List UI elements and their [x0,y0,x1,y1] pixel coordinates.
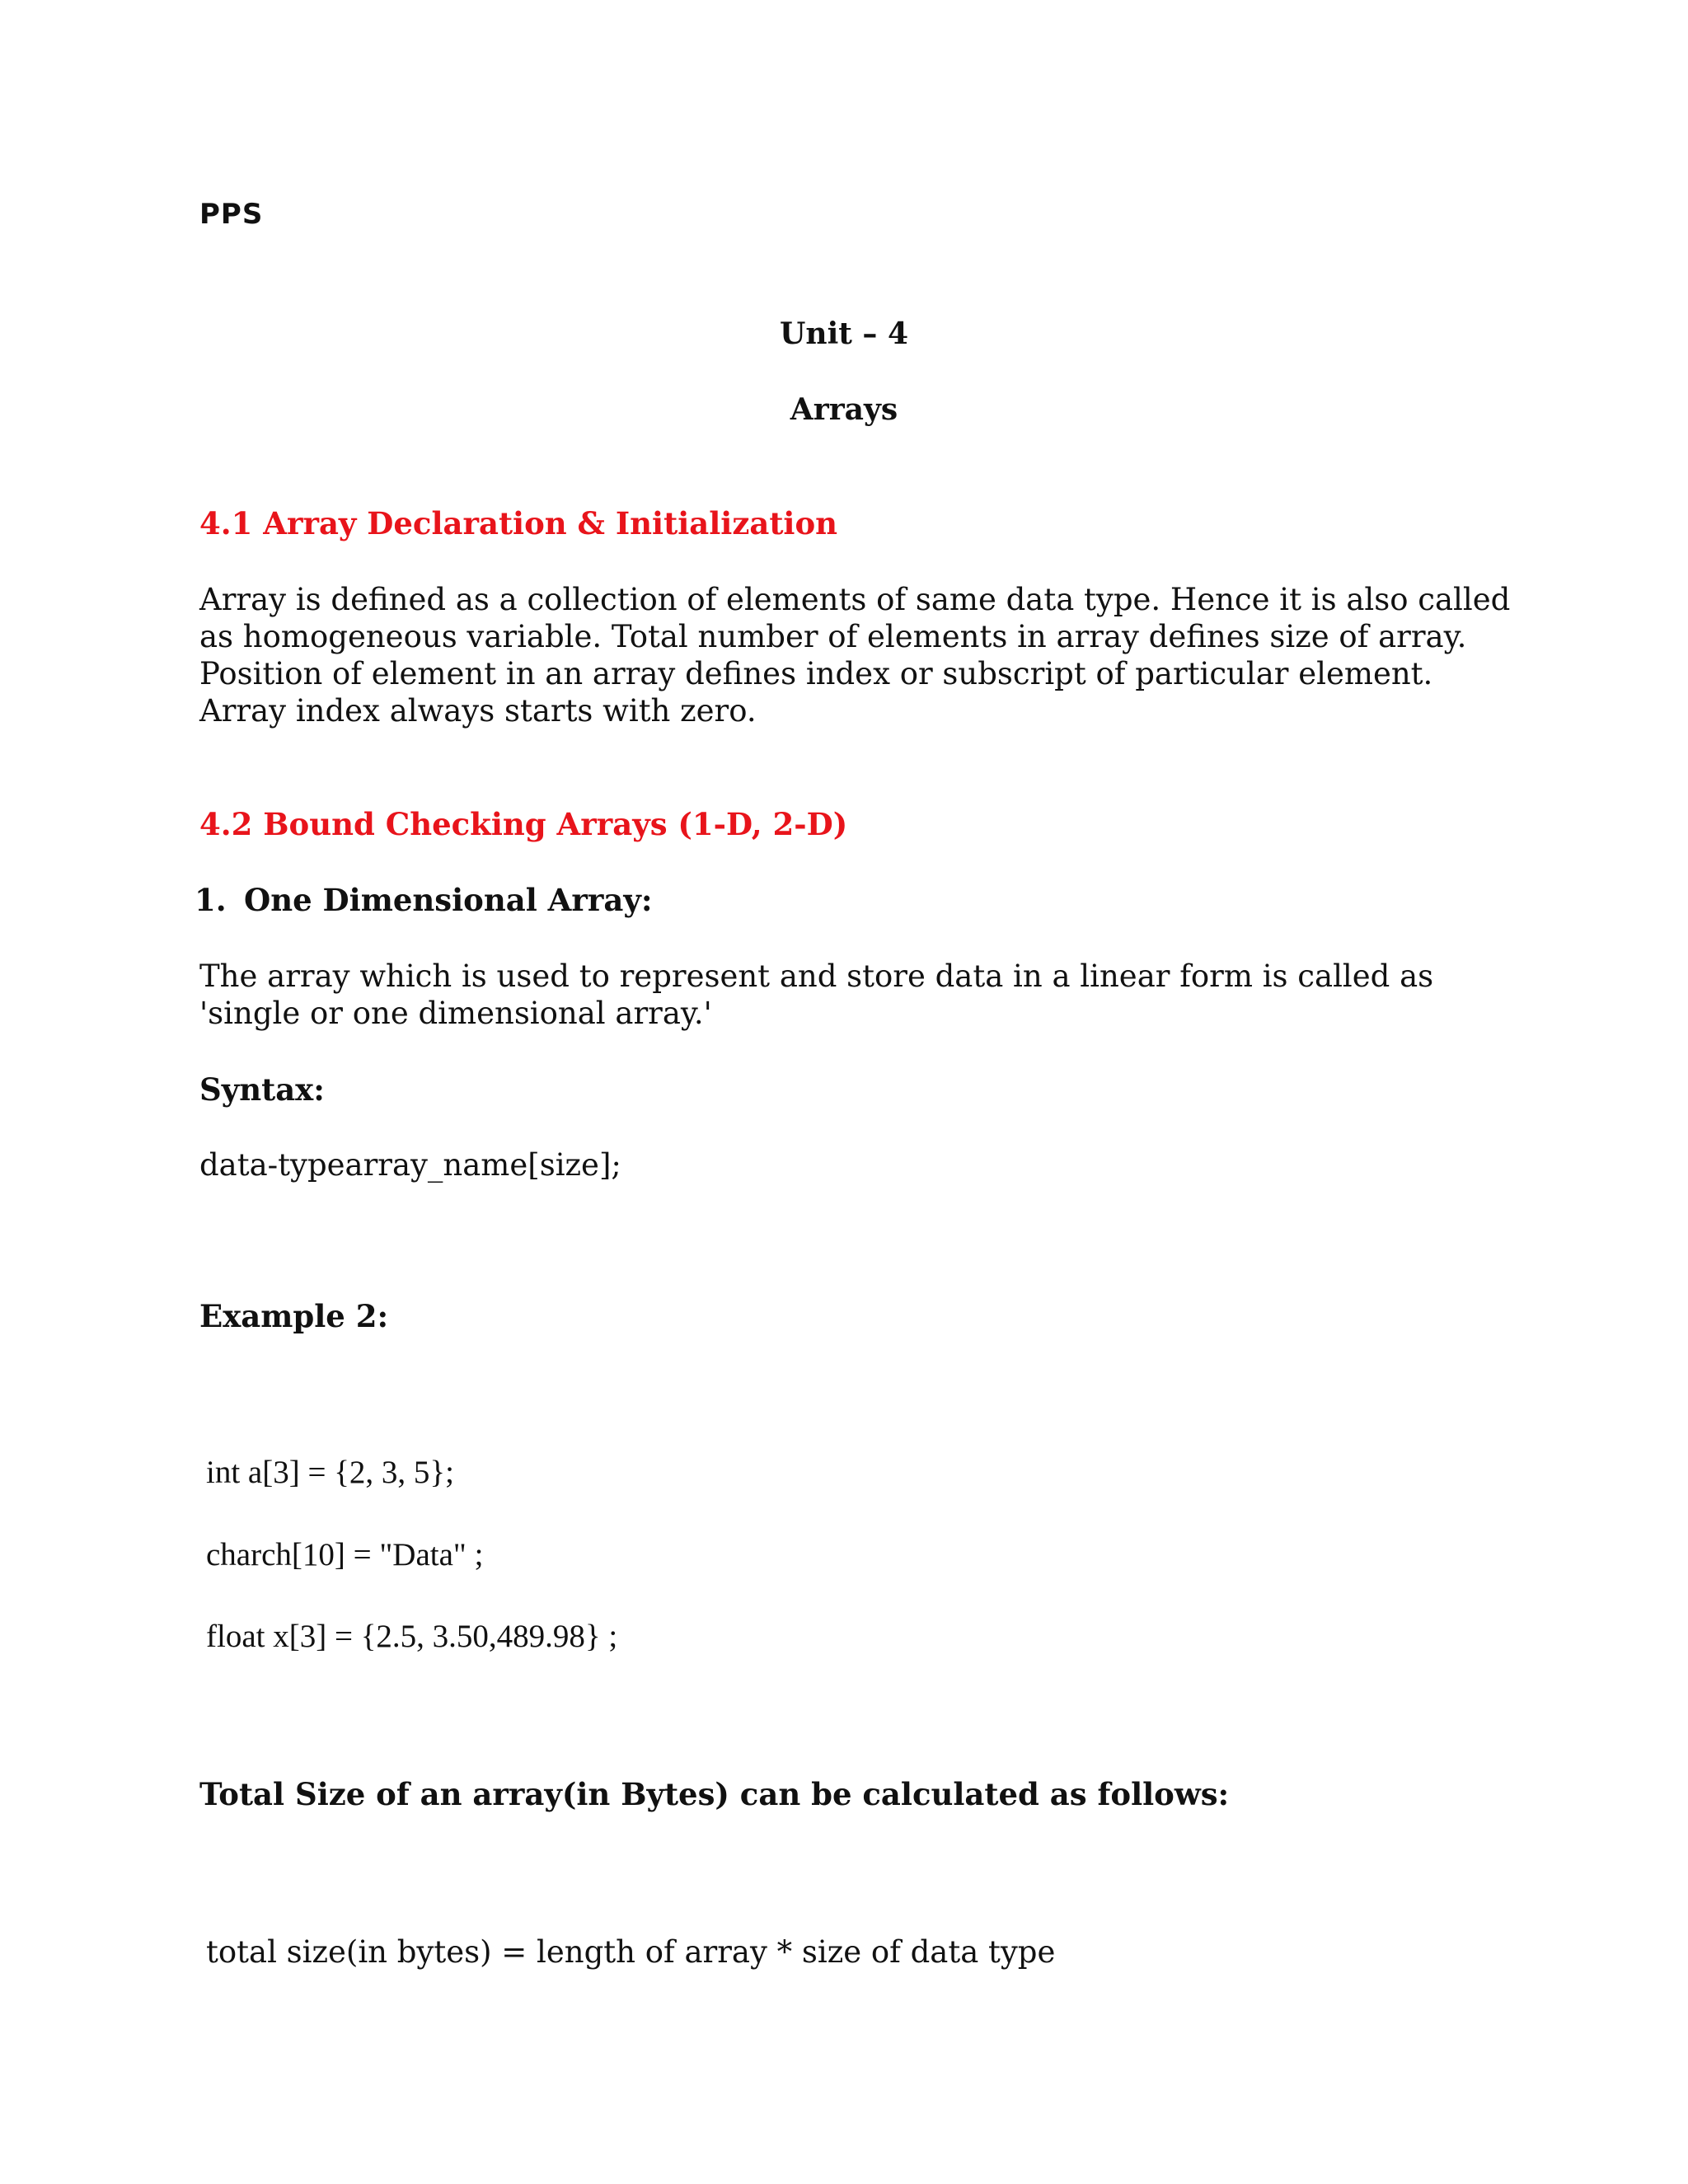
one-dimensional-array-paragraph: The array which is used to represent and store data in a linear form is called as 'single or one dimensional array.' [199,958,1434,1031]
topic-title: Arrays [790,392,898,427]
document-header: PPS [199,198,264,231]
list-number: 1. [195,882,227,918]
section-heading-4-2: 4.2 Bound Checking Arrays (1-D, 2-D) [199,806,848,842]
example-label: Example 2: [199,1298,389,1334]
total-size-formula: total size(in bytes) = length of array * size of data type [206,1934,1056,1970]
section-4-1-paragraph: Array is defined as a collection of elements of same data type. Hence it is also called as homogeneous variable. Total number of elements in array defines size of array. Position of element in an array defines index or subscript of particular element. Array index always starts with zero. [199,582,1511,729]
code-line: charch[10] = "Data" ; [206,1537,484,1572]
code-line: int a[3] = {2, 3, 5}; [206,1455,454,1490]
subheading-label: One Dimensional Array: [244,882,653,918]
syntax-label: Syntax: [199,1071,325,1108]
code-line: float x[3] = {2.5, 3.50,489.98} ; [206,1619,618,1654]
syntax-line: data-typearray_name[size]; [199,1147,621,1183]
total-size-heading: Total Size of an array(in Bytes) can be calculated as follows: [199,1776,1230,1812]
unit-title: Unit – 4 [780,316,908,351]
subheading-one-dimensional-array [195,882,653,918]
section-heading-4-1: 4.1 Array Declaration & Initialization [199,505,838,541]
